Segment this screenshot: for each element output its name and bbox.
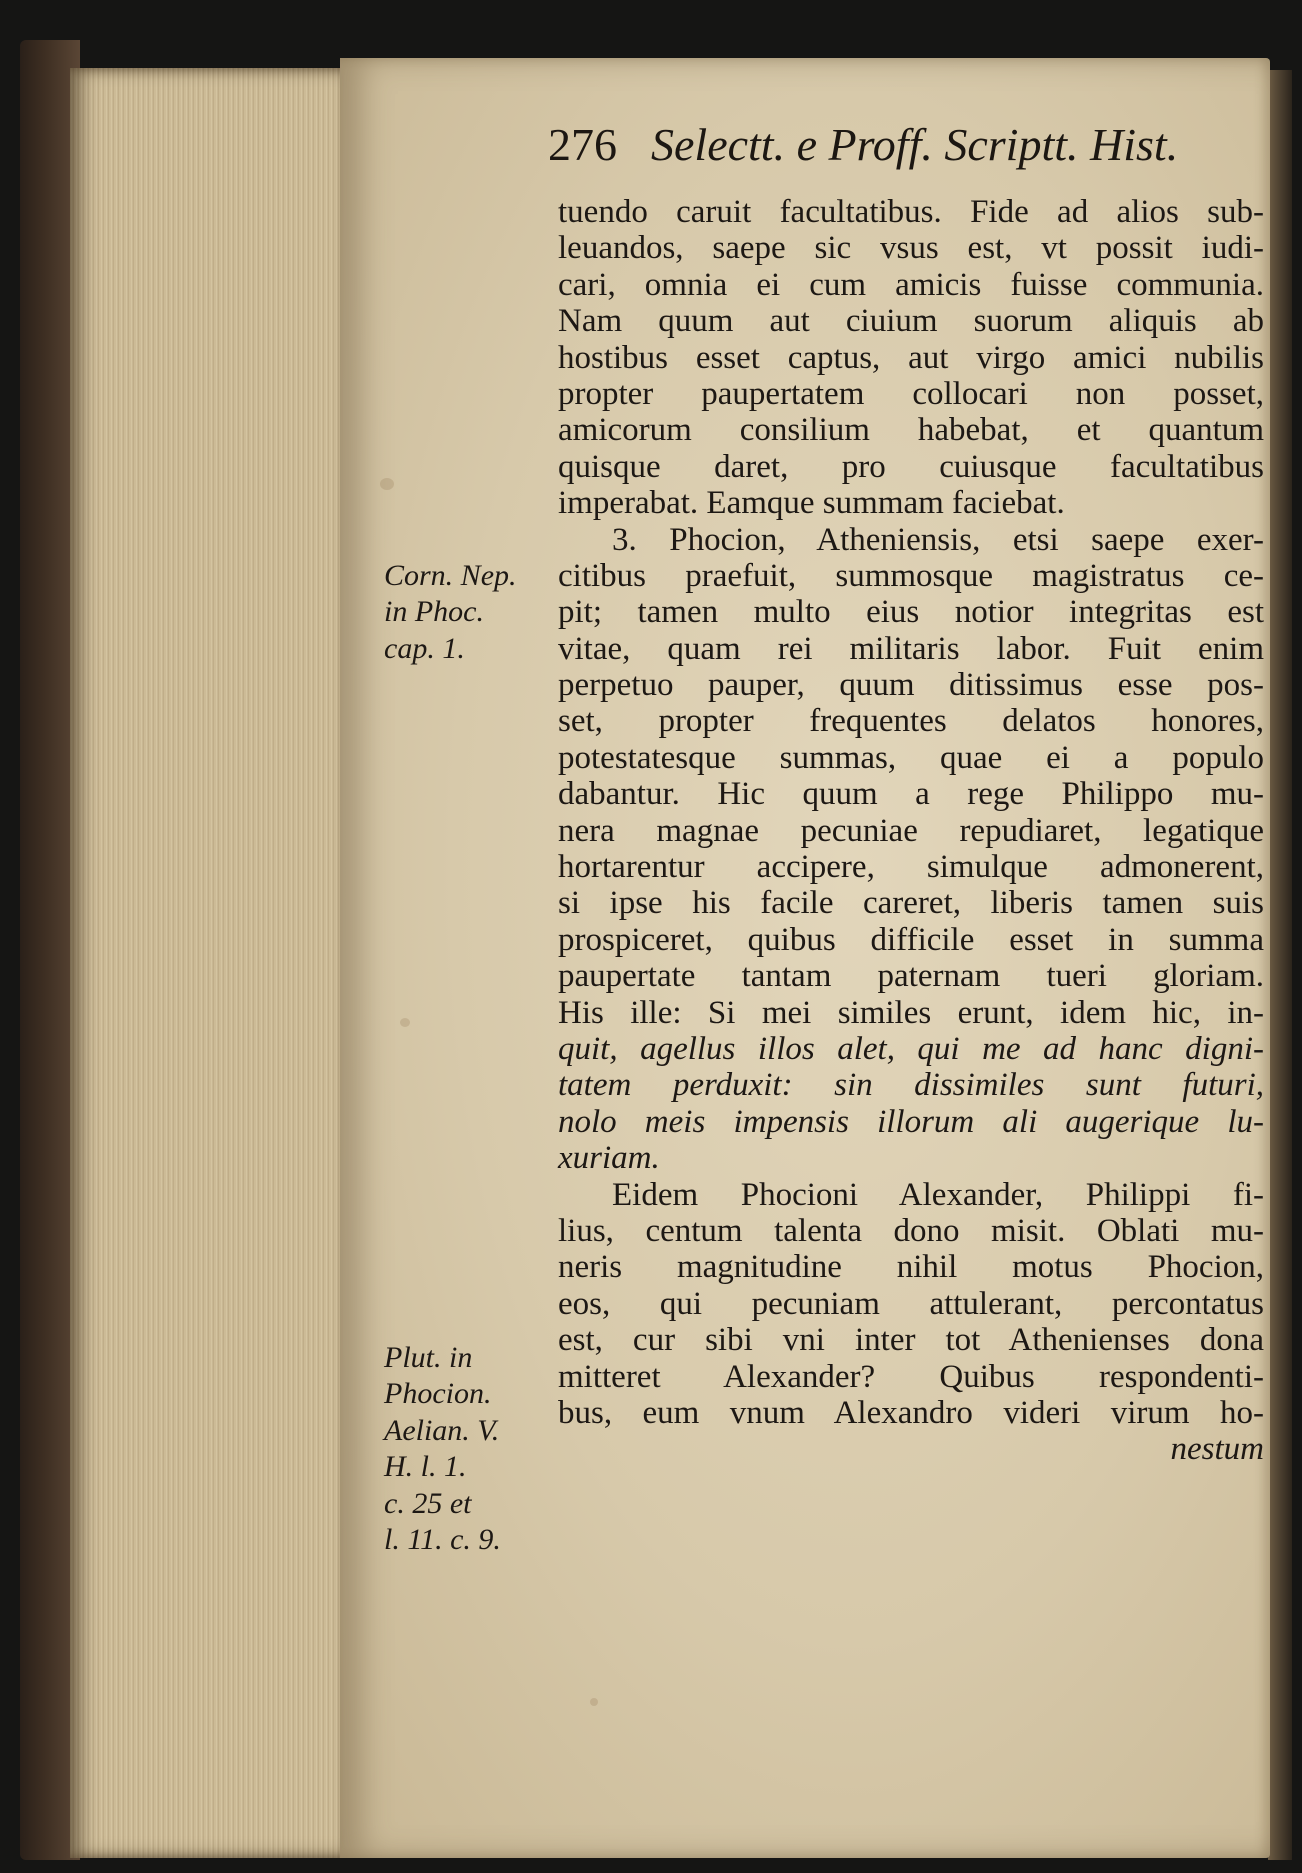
body-line: set, propter frequentes delatos honores,: [558, 703, 1264, 740]
margin-note-line: c. 25 et: [384, 1486, 472, 1520]
body-line: amicorum consilium habebat, et quantum: [558, 412, 1264, 449]
body-line: tatem perduxit: sin dissimiles sunt futuri,: [558, 1067, 1264, 1104]
body-line: si ipse his facile careret, liberis tamen suis: [558, 885, 1264, 922]
margin-note-cornelius-nepos: [384, 558, 560, 667]
body-text: [558, 194, 1264, 1468]
body-line: xuriam.: [558, 1140, 660, 1177]
page-number: 276: [548, 119, 617, 170]
body-line: quisque daret, pro cuiusque facultatibus: [558, 448, 1264, 485]
body-line: tuendo caruit facultatibus. Fide ad alios sub-: [558, 194, 1264, 230]
body-line: bus, eum vnum Alexandro videri virum ho-: [558, 1394, 1264, 1431]
body-line: prospiceret, quibus difficile esset in summa: [558, 921, 1264, 958]
margin-note-line: l. 11. c. 9.: [384, 1522, 501, 1556]
body-line: neris magnitudine nihil motus Phocion,: [558, 1249, 1264, 1286]
body-line: 3. Phocion, Atheniensis, etsi saepe exer-: [612, 521, 1264, 558]
body-line: paupertate tantam paternam tueri gloriam.: [558, 958, 1264, 995]
body-line: nolo meis impensis illorum ali augerique lu-: [558, 1103, 1264, 1140]
body-line: citibus praefuit, summosque magistratus ce-: [558, 557, 1264, 594]
body-line: dabantur. Hic quum a rege Philippo mu-: [558, 776, 1264, 813]
body-line: His ille: Si mei similes erunt, idem hic, in-: [558, 994, 1264, 1031]
body-line: quit, agellus illos alet, qui me ad hanc digni-: [558, 1030, 1264, 1067]
margin-note-line: H. l. 1.: [384, 1450, 467, 1484]
body-line: Eidem Phocioni Alexander, Philippi fi-: [612, 1176, 1264, 1213]
body-line: leuandos, saepe sic vsus est, vt possit iudi-: [558, 230, 1264, 267]
body-line: pit; tamen multo eius notior integritas est: [558, 594, 1264, 631]
body-line: imperabat. Eamque summam faciebat.: [558, 485, 1065, 522]
paper-stain: [380, 478, 394, 490]
running-title: Selectt. e Proff. Scriptt. Hist.: [651, 119, 1179, 170]
body-line: vitae, quam rei militaris labor. Fuit enim: [558, 630, 1264, 667]
page-block-edges: [70, 68, 350, 1858]
body-line: lius, centum talenta dono misit. Oblati mu-: [558, 1212, 1264, 1249]
body-line: est, cur sibi vni inter tot Athenienses dona: [558, 1322, 1264, 1359]
margin-note-line: Phocion.: [384, 1377, 492, 1411]
margin-note-line: Corn. Nep.: [384, 559, 517, 592]
body-line: perpetuo pauper, quum ditissimus esse pos-: [558, 667, 1264, 704]
body-line: Nam quum aut ciuium suorum aliquis ab: [558, 303, 1264, 340]
margin-note-line: cap. 1.: [384, 631, 465, 665]
next-page-edge: [1268, 70, 1292, 1860]
body-line: propter paupertatem collocari non posset,: [558, 375, 1264, 412]
margin-note-line: Plut. in: [384, 1341, 473, 1374]
body-line: nera magnae pecuniae repudiaret, legatique: [558, 812, 1264, 849]
running-header: [548, 118, 1248, 174]
body-line: eos, qui pecuniam attulerant, percontatus: [558, 1285, 1264, 1322]
margin-note-line: in Phoc.: [384, 595, 484, 629]
catchword: nestum: [1170, 1431, 1264, 1468]
body-line: cari, omnia ei cum amicis fuisse communia.: [558, 266, 1264, 303]
body-line: mitteret Alexander? Quibus respondenti-: [558, 1358, 1264, 1395]
margin-note-line: Aelian. V.: [384, 1413, 500, 1447]
margin-note-plutarch: [384, 1340, 560, 1558]
paper-stain: [400, 1018, 410, 1027]
body-line: hostibus esset captus, aut virgo amici nubilis: [558, 339, 1264, 376]
body-line: hortarentur accipere, simulque admonerent,: [558, 849, 1264, 886]
body-line: potestatesque summas, quae ei a populo: [558, 739, 1264, 776]
paper-stain: [590, 1698, 598, 1706]
